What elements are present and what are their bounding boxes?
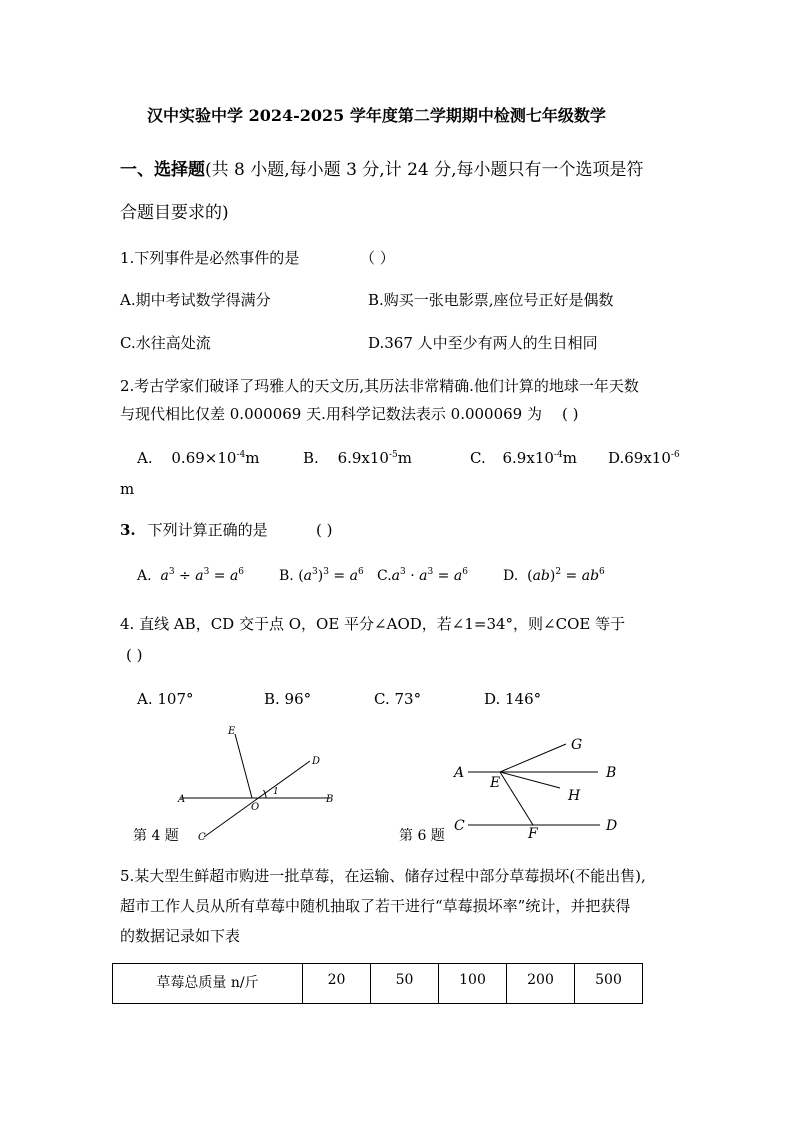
q2-line2 (120, 404, 579, 424)
q2-c-base: 6.9x10 (502, 449, 554, 467)
ray-eg (500, 744, 566, 772)
label-g: G (571, 737, 583, 753)
q2-b-exp: -5 (388, 450, 398, 460)
q5-line3: 的数据记录如下表 (120, 927, 241, 945)
q4-option-b: B. 96° (264, 690, 312, 708)
section-heading (120, 160, 644, 180)
q2-option-c (470, 448, 577, 468)
q4-option-c: C. 73° (374, 690, 422, 708)
table-cell: 200 (507, 964, 575, 1004)
q2-a-unit: m (245, 449, 260, 467)
q3-options (137, 566, 605, 586)
q2-c-exp: -4 (553, 450, 563, 460)
label-d: D (312, 756, 321, 767)
q2-line1: 2.考古学家们破译了玛雅人的天文历,其历法非常精确.他们计算的地球一年天数 (120, 377, 639, 395)
figure-6-caption: 第 6 题 (399, 828, 445, 844)
label-d: D (606, 818, 618, 834)
q3-a-label: A. (137, 568, 152, 584)
table-cell: 20 (303, 964, 371, 1004)
table-header-cell: 草莓总质量 n/斤 (113, 964, 303, 1004)
q5-line1: 5.某大型生鲜超市购进一批草莓，在运输、储存过程中部分草莓损坏(不能出售), (120, 867, 646, 885)
q4-paren: ( ) (126, 646, 143, 664)
table-cell: 500 (575, 964, 643, 1004)
q3-option-a: A. $a^3 \div a^3 = a^6$ (137, 567, 245, 584)
q1-option-b: B.购买一张电影票,座位号正好是偶数 (368, 291, 614, 309)
q2-option-a (137, 448, 259, 468)
q3-text: 下列计算正确的是 (147, 521, 268, 539)
table-cell: 50 (371, 964, 439, 1004)
q1-text: 1.下列事件是必然事件的是 (120, 249, 300, 267)
label-c: C (198, 832, 206, 843)
label-c: C (454, 818, 465, 834)
q2-option-b (303, 448, 412, 468)
label-a: A (454, 765, 465, 781)
q2-a-label: A. (137, 449, 153, 467)
q3-stem (120, 520, 333, 540)
section-description: (共 8 小题,每小题 3 分,计 24 分,每小题只有一个选项是符 (205, 160, 644, 180)
label-f: F (528, 826, 538, 840)
table-cell: 100 (439, 964, 507, 1004)
q1-option-d: D.367 人中至少有两人的生日相同 (368, 334, 598, 352)
page-title: 汉中实验中学 2024-2025 学年度第二学期期中检测七年级数学 (147, 106, 606, 125)
label-1: 1 (273, 787, 279, 797)
q2-a-base: 0.69×10 (171, 449, 237, 467)
q3-d-label: D. (503, 568, 519, 584)
q1-option-c: C.水往高处流 (120, 334, 211, 352)
q2-a-exp: -4 (236, 450, 246, 460)
q1-paren: （ ） (360, 249, 395, 267)
q2-text: 与现代相比仅差 0.000069 天.用科学记数法表示 0.000069 为 (120, 405, 542, 423)
strawberry-data-table (112, 963, 643, 1004)
q3-option-b: B. $(a^3)^3 = a^6$ (279, 567, 364, 584)
q1-stem (120, 248, 395, 268)
q1-option-a: A.期中考试数学得满分 (120, 291, 271, 309)
q5-line2: 超市工作人员从所有草莓中随机抽取了若干进行“草莓损坏率”统计，并把获得 (120, 897, 631, 915)
q4-option-a: A. 107° (137, 690, 194, 708)
label-b: B (326, 794, 334, 805)
label-h: H (568, 788, 581, 804)
label-a: A (178, 794, 186, 805)
q3-option-c: $C.a^3 \cdot a^3 = a^6$ (377, 567, 468, 584)
label-e: E (228, 726, 236, 737)
q3-option-d: D. $(ab)^2 = ab^6$ (503, 567, 605, 584)
label-o: O (251, 802, 260, 813)
q3-c-label: C. (377, 568, 392, 584)
q2-b-unit: m (397, 449, 412, 467)
label-e: E (490, 775, 501, 791)
q2-c-label: C. (470, 449, 486, 467)
q2-paren: ( ) (562, 405, 579, 423)
q2-b-label: B. (303, 449, 319, 467)
label-b: B (606, 765, 617, 781)
table-row (113, 964, 643, 1004)
line-cd (204, 761, 310, 837)
q2-option-d (608, 448, 680, 468)
q3-paren: ( ) (316, 521, 333, 539)
q2-option-d-unit: m (120, 480, 135, 498)
q2-c-unit: m (562, 449, 577, 467)
q4-option-d: D. 146° (484, 690, 542, 708)
figure-6-diagram (448, 730, 628, 840)
section-title: 一、选择题 (120, 160, 205, 180)
q4-line1: 4. 直线 AB，CD 交于点 O，OE 平分∠AOD，若∠1=34°，则∠COE 等于 (120, 615, 626, 633)
ray-oe (235, 734, 252, 798)
q2-d-base: D.69x10 (608, 449, 671, 467)
q3-b-label: B. (279, 568, 294, 584)
q3-num: 3. (120, 521, 136, 539)
figure-4-diagram (170, 720, 350, 845)
q2-b-base: 6.9x10 (337, 449, 389, 467)
q2-d-exp: -6 (670, 450, 680, 460)
figure-4-caption: 第 4 题 (133, 828, 179, 844)
section-description-cont: 合题目要求的) (120, 203, 229, 223)
